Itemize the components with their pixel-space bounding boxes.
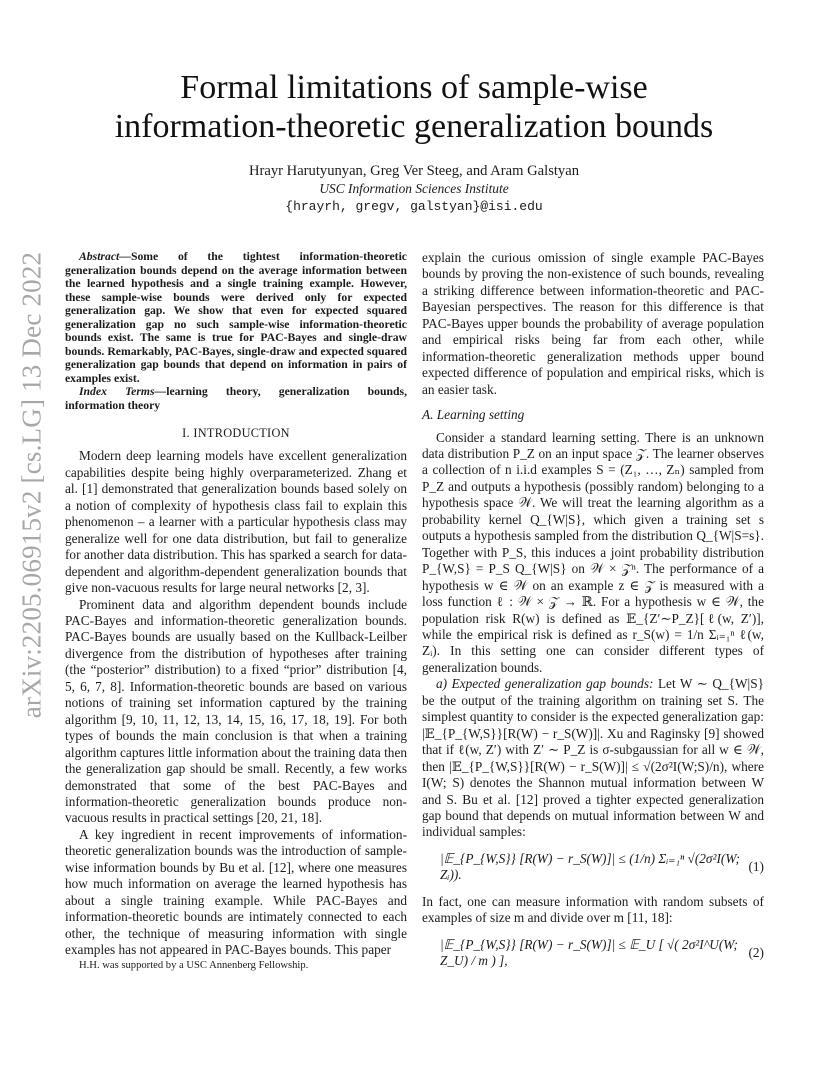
author-list: Hrayr Harutyunyan, Greg Ver Steeg, and Aram Galstyan [248, 163, 580, 179]
title-line-1: Formal limitations of sample-wise [180, 69, 648, 106]
intro-paragraph-3: A key ingredient in recent improvements of information-theoretic generalization bounds was the introduction of sample-wise information bounds by Bu et al. [12], where one measures how much information on average the learned hypothesis has about a single training example. While PAC-Bayes and information-theoretic bounds are intimately connected to each other, the technique of measuring information with single examples has not appeared in PAC-Bayes bounds. This paper [65, 826, 407, 958]
equation-2-number: (2) [748, 944, 764, 960]
email-addresses: {hrayrh, gregv, galstyan}@isi.edu [285, 199, 543, 214]
index-terms-text: learning theory, generalization bounds, information theory [65, 385, 407, 412]
equation-2-body: |𝔼_{P_{W,S}} [R(W) − r_S(W)]| ≤ 𝔼_U [ √( 2σ²I^U(W; Z_U) / m ) ], [440, 936, 738, 969]
index-terms-label: Index Terms— [79, 385, 167, 398]
equation-1 [422, 851, 764, 884]
intro-paragraph-continued: explain the curious omission of single example PAC-Bayes bounds by proving the non-existence of such bounds, revealing a striking difference between information-theoretic and PAC-Bayesian perspectives. The reason for this difference is that PAC-Bayes upper bounds the probability of average population and empirical risks being far from each other, while information-theoretic generalization methods upper bound expected difference of population and empirical risks, which is an easier task. [422, 250, 764, 397]
equation-1-body: |𝔼_{P_{W,S}} [R(W) − r_S(W)]| ≤ (1/n) Σᵢ₌₁ⁿ √(2σ²I(W; Zᵢ)). [440, 850, 740, 883]
expected-gap-paragraph [422, 676, 764, 841]
paper-title [60, 68, 768, 146]
abstract-label: Abstract— [79, 250, 131, 263]
arxiv-identifier: arXiv:2205.06915v2 [cs.LG] 13 Dec 2022 [16, 251, 47, 719]
abstract [65, 250, 407, 385]
equation-2 [422, 937, 764, 970]
intro-paragraph-2: Prominent data and algorithm dependent bounds include PAC-Bayes and information-theoretic generalization bounds. PAC-Bayes bounds are usually based on the Kullback-Leilber divergence from the distribution of hypotheses after training (the “posterior” distribution) to a fixed “prior” distribution [4, 5, 6, 7, 8]. Information-theoretic bounds are based on various notions of training set information captured by the training algorithm [9, 10, 11, 12, 13, 14, 15, 16, 17, 18, 19]. For both types of bounds the main conclusion is that when a training algorithm captures little information about the training data then the generalization gap should be small. Recently, a few works demonstrated that some of the best PAC-Bayes and information-theoretic generalization bounds produce non-vacuous results in practical settings [20, 21, 18]. [65, 596, 407, 826]
title-line-2: information-theoretic generalization bounds [114, 108, 714, 145]
left-column [65, 250, 407, 959]
random-subsets-paragraph: In fact, one can measure information with random subsets of examples of size m and divide over m [11, 18]: [422, 893, 764, 926]
affiliation: USC Information Sciences Institute [319, 181, 509, 196]
abstract-text: Some of the tightest information-theoretic generalization bounds depend on the average information between the learned hypothesis and a single training example. However, these sample-wise bounds were derived only for expected generalization gap. We show that even for expected squared generalization gap no such sample-wise information-theoretic bounds exist. The same is true for PAC-Bayes and single-draw bounds. Remarkably, PAC-Bayes, single-draw and expected squared generalization gap bounds that depend on information in pairs of examples exist. [65, 250, 407, 385]
paragraph-heading-expected-gap: a) Expected generalization gap bounds: [436, 676, 654, 692]
subsection-heading-learning-setting: A. Learning setting [422, 407, 525, 423]
section-heading-introduction: I. INTRODUCTION [182, 426, 290, 440]
learning-setting-paragraph: Consider a standard learning setting. There is an unknown data distribution P_Z on an input space 𝒵. The learner observes a collection of n i.i.d examples S = (Z₁, …, Zₙ) sampled from P_Z and outputs a hypothesis (possibly random) belonging to a hypothesis space 𝒲. We will treat the learning algorithm as a probability kernel Q_{W|S}, which given a training set s outputs a hypothesis sampled from the distribution Q_{W|S=s}. Together with P_S, this induces a joint probability distribution P_{W,S} = P_S Q_{W|S} on 𝒲 × 𝒵ⁿ. The performance of a hypothesis w ∈ 𝒲 on an example z ∈ 𝒵 is measured with a loss function ℓ : 𝒲 × 𝒵 → ℝ. For a hypothesis w ∈ 𝒲, the population risk R(w) is defined as 𝔼_{Z′∼P_Z}[ℓ(w, Z′)], while the empirical risk is defined as r_S(w) = 1/n Σᵢ₌₁ⁿ ℓ(w, Zᵢ). In this setting one can consider different types of generalization bounds. [422, 429, 764, 675]
index-terms [65, 385, 407, 412]
intro-paragraph-1: Modern deep learning models have excellent generalization capabilities despite being highly overparameterized. Zhang et al. [1] demonstrated that generalization bounds based solely on a notion of complexity of hypothesis class fail to explain this phenomenon – a learner with a particular hypothesis class may generalize well for one data distribution, but fail to generalize for another data distribution. This has sparked a search for data-dependent and algorithm-dependent generalization bounds that give non-vacuous results for large neural networks [2, 3]. [65, 448, 407, 596]
right-column [422, 250, 764, 980]
funding-footnote: H.H. was supported by a USC Annenberg Fellowship. [79, 960, 309, 971]
equation-1-number: (1) [748, 859, 764, 875]
expected-gap-text: Let W ∼ Q_{W|S} be the output of the training algorithm on training set S. The simplest quantity to consider is the expected generalization gap: |𝔼_{P_{W,S}}[R(W) − r_S(W)]|. Xu and Raginsky [9] showed that if ℓ(w, Z′) with Z′ ∼ P_Z is σ-subgaussian for all w ∈ 𝒲, then |𝔼_{P_{W,S}}[R(W) − r_S(W)]| ≤ √(2σ²I(W;S)/n), where I(W; S) denotes the Shannon mutual information between W and S. Bu et al. [12] proved a tighter expected generalization gap bound that depends on mutual information between W and individual samples: [422, 676, 764, 840]
arxiv-sidebar [14, 251, 50, 719]
